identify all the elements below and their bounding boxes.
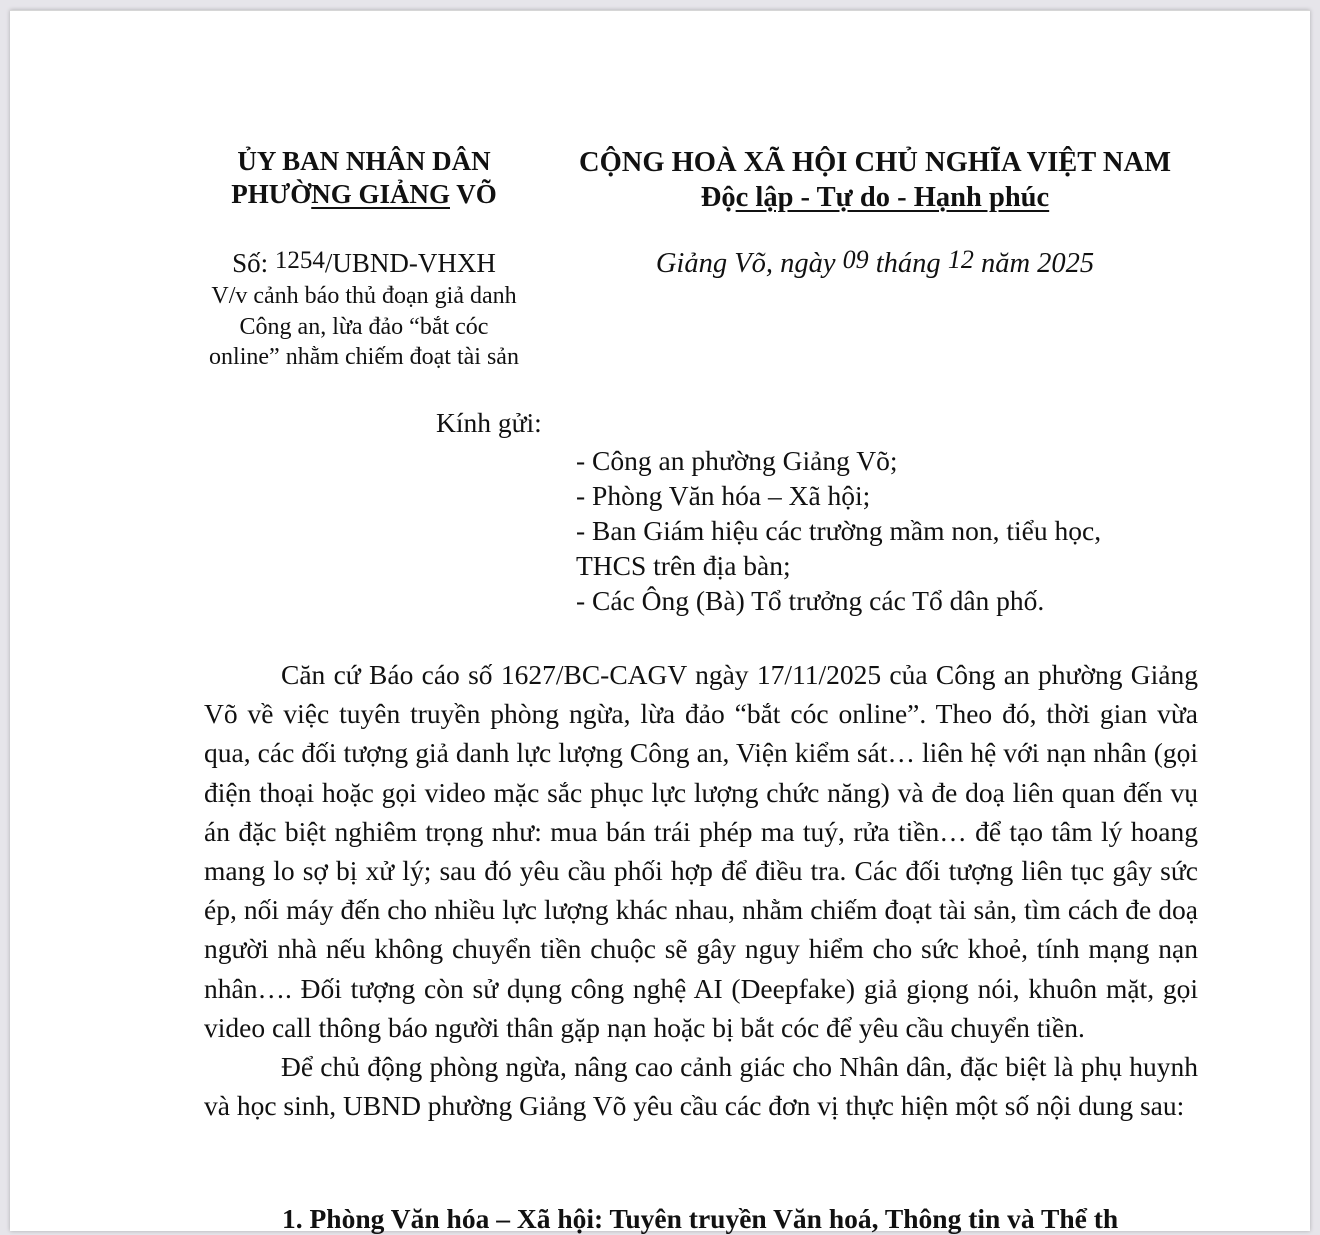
doc-number-value: 1254	[274, 247, 325, 274]
org-line2-post: VÕ	[450, 179, 497, 209]
date-day: 09	[842, 245, 869, 274]
date-place: Giảng Võ, ngày	[655, 248, 843, 279]
recipient-item: THCS trên địa bàn;	[576, 550, 791, 581]
org-line2-pre: PHƯỜ	[231, 179, 312, 209]
org-name-line1: ỦY BAN NHÂN DÂN	[237, 146, 491, 176]
issuing-organization	[160, 145, 568, 211]
doc-number-suffix: /UBND-VHXH	[324, 248, 496, 278]
section-heading-cut-off: 1. Phòng Văn hóa – Xã hội: Tuyên truyền Văn hoá, Thông tin và Thể th	[282, 1203, 1119, 1234]
recipient-item: - Công an phường Giảng Võ;	[576, 445, 898, 476]
org-line2-underlined: NG GIẢNG	[311, 179, 450, 209]
recipient-item: - Phòng Văn hóa – Xã hội;	[576, 480, 871, 511]
recipients-label: Kính gửi:	[436, 407, 542, 438]
document-page	[10, 10, 1310, 1234]
body-paragraph: Để chủ động phòng ngừa, nâng cao cảnh giác cho Nhân dân, đặc biệt là phụ huynh và học sinh, UBND phường Giảng Võ yêu cầu các đơn vị thực hiện một số nội dung sau:	[204, 1051, 1198, 1122]
motto-pre: Độ	[700, 182, 736, 213]
body-paragraph: Căn cứ Báo cáo số 1627/BC-CAGV ngày 17/11/2025 của Công an phường Giảng Võ về việc tuyên truyền phòng ngừa, lừa đảo “bắt cóc online”. Theo đó, thời gian vừa qua, các đối tượng giả danh lực lượng Công an, Viện kiểm sát… liên hệ với nạn nhân (gọi điện thoại hoặc gọi video mặc sắc phục lực lượng chức năng) và đe doạ liên quan đến vụ án đặc biệt nghiêm trọng như: mua bán trái phép ma tuý, rửa tiền… để tạo tâm lý hoang mang lo sợ bị xử lý; sau đó yêu cầu phối hợp để điều tra. Các đối tượng liên tục gây sức ép, nối máy đến cho nhiều lực lượng khác nhau, nhằm chiếm đoạt tài sản, tìm cách đe doạ người nhà nếu không chuyển tiền chuộc sẽ gây nguy hiểm cho sức khoẻ, tính mạng nạn nhân…. Đối tượng còn sử dụng công nghệ AI (Deepfake) giả giọng nói, khuôn mặt, gọi video call thông báo người thân gặp nạn hoặc bị bắt cóc để yêu cầu chuyển tiền.	[204, 659, 1198, 1043]
subject-line: online” nhằm chiếm đoạt tài sản	[209, 344, 519, 370]
recipient-item: - Các Ông (Bà) Tổ trưởng các Tổ dân phố.	[576, 585, 1045, 616]
doc-number-prefix: Số:	[232, 248, 275, 278]
subject-line: V/v cảnh báo thủ đoạn giả danh	[211, 283, 517, 309]
national-heading	[568, 145, 1182, 215]
motto-underlined: c lập - Tự do - Hạnh phúc	[735, 182, 1050, 213]
document-body	[204, 655, 1198, 1125]
date-month-label: tháng	[868, 248, 948, 279]
document-number	[160, 247, 568, 281]
document-subject	[160, 281, 568, 373]
subject-line: Công an, lừa đảo “bắt cóc	[239, 313, 489, 340]
date-month: 12	[947, 245, 974, 274]
org-name-line2	[160, 178, 568, 211]
document-date	[568, 245, 1182, 283]
date-year: năm 2025	[973, 248, 1095, 279]
national-motto	[568, 180, 1182, 215]
recipients-list	[576, 443, 1101, 618]
recipient-item: - Ban Giám hiệu các trường mầm non, tiểu học,	[576, 515, 1102, 546]
nation-name: CỘNG HOÀ XÃ HỘI CHỦ NGHĨA VIỆT NAM	[579, 147, 1171, 178]
